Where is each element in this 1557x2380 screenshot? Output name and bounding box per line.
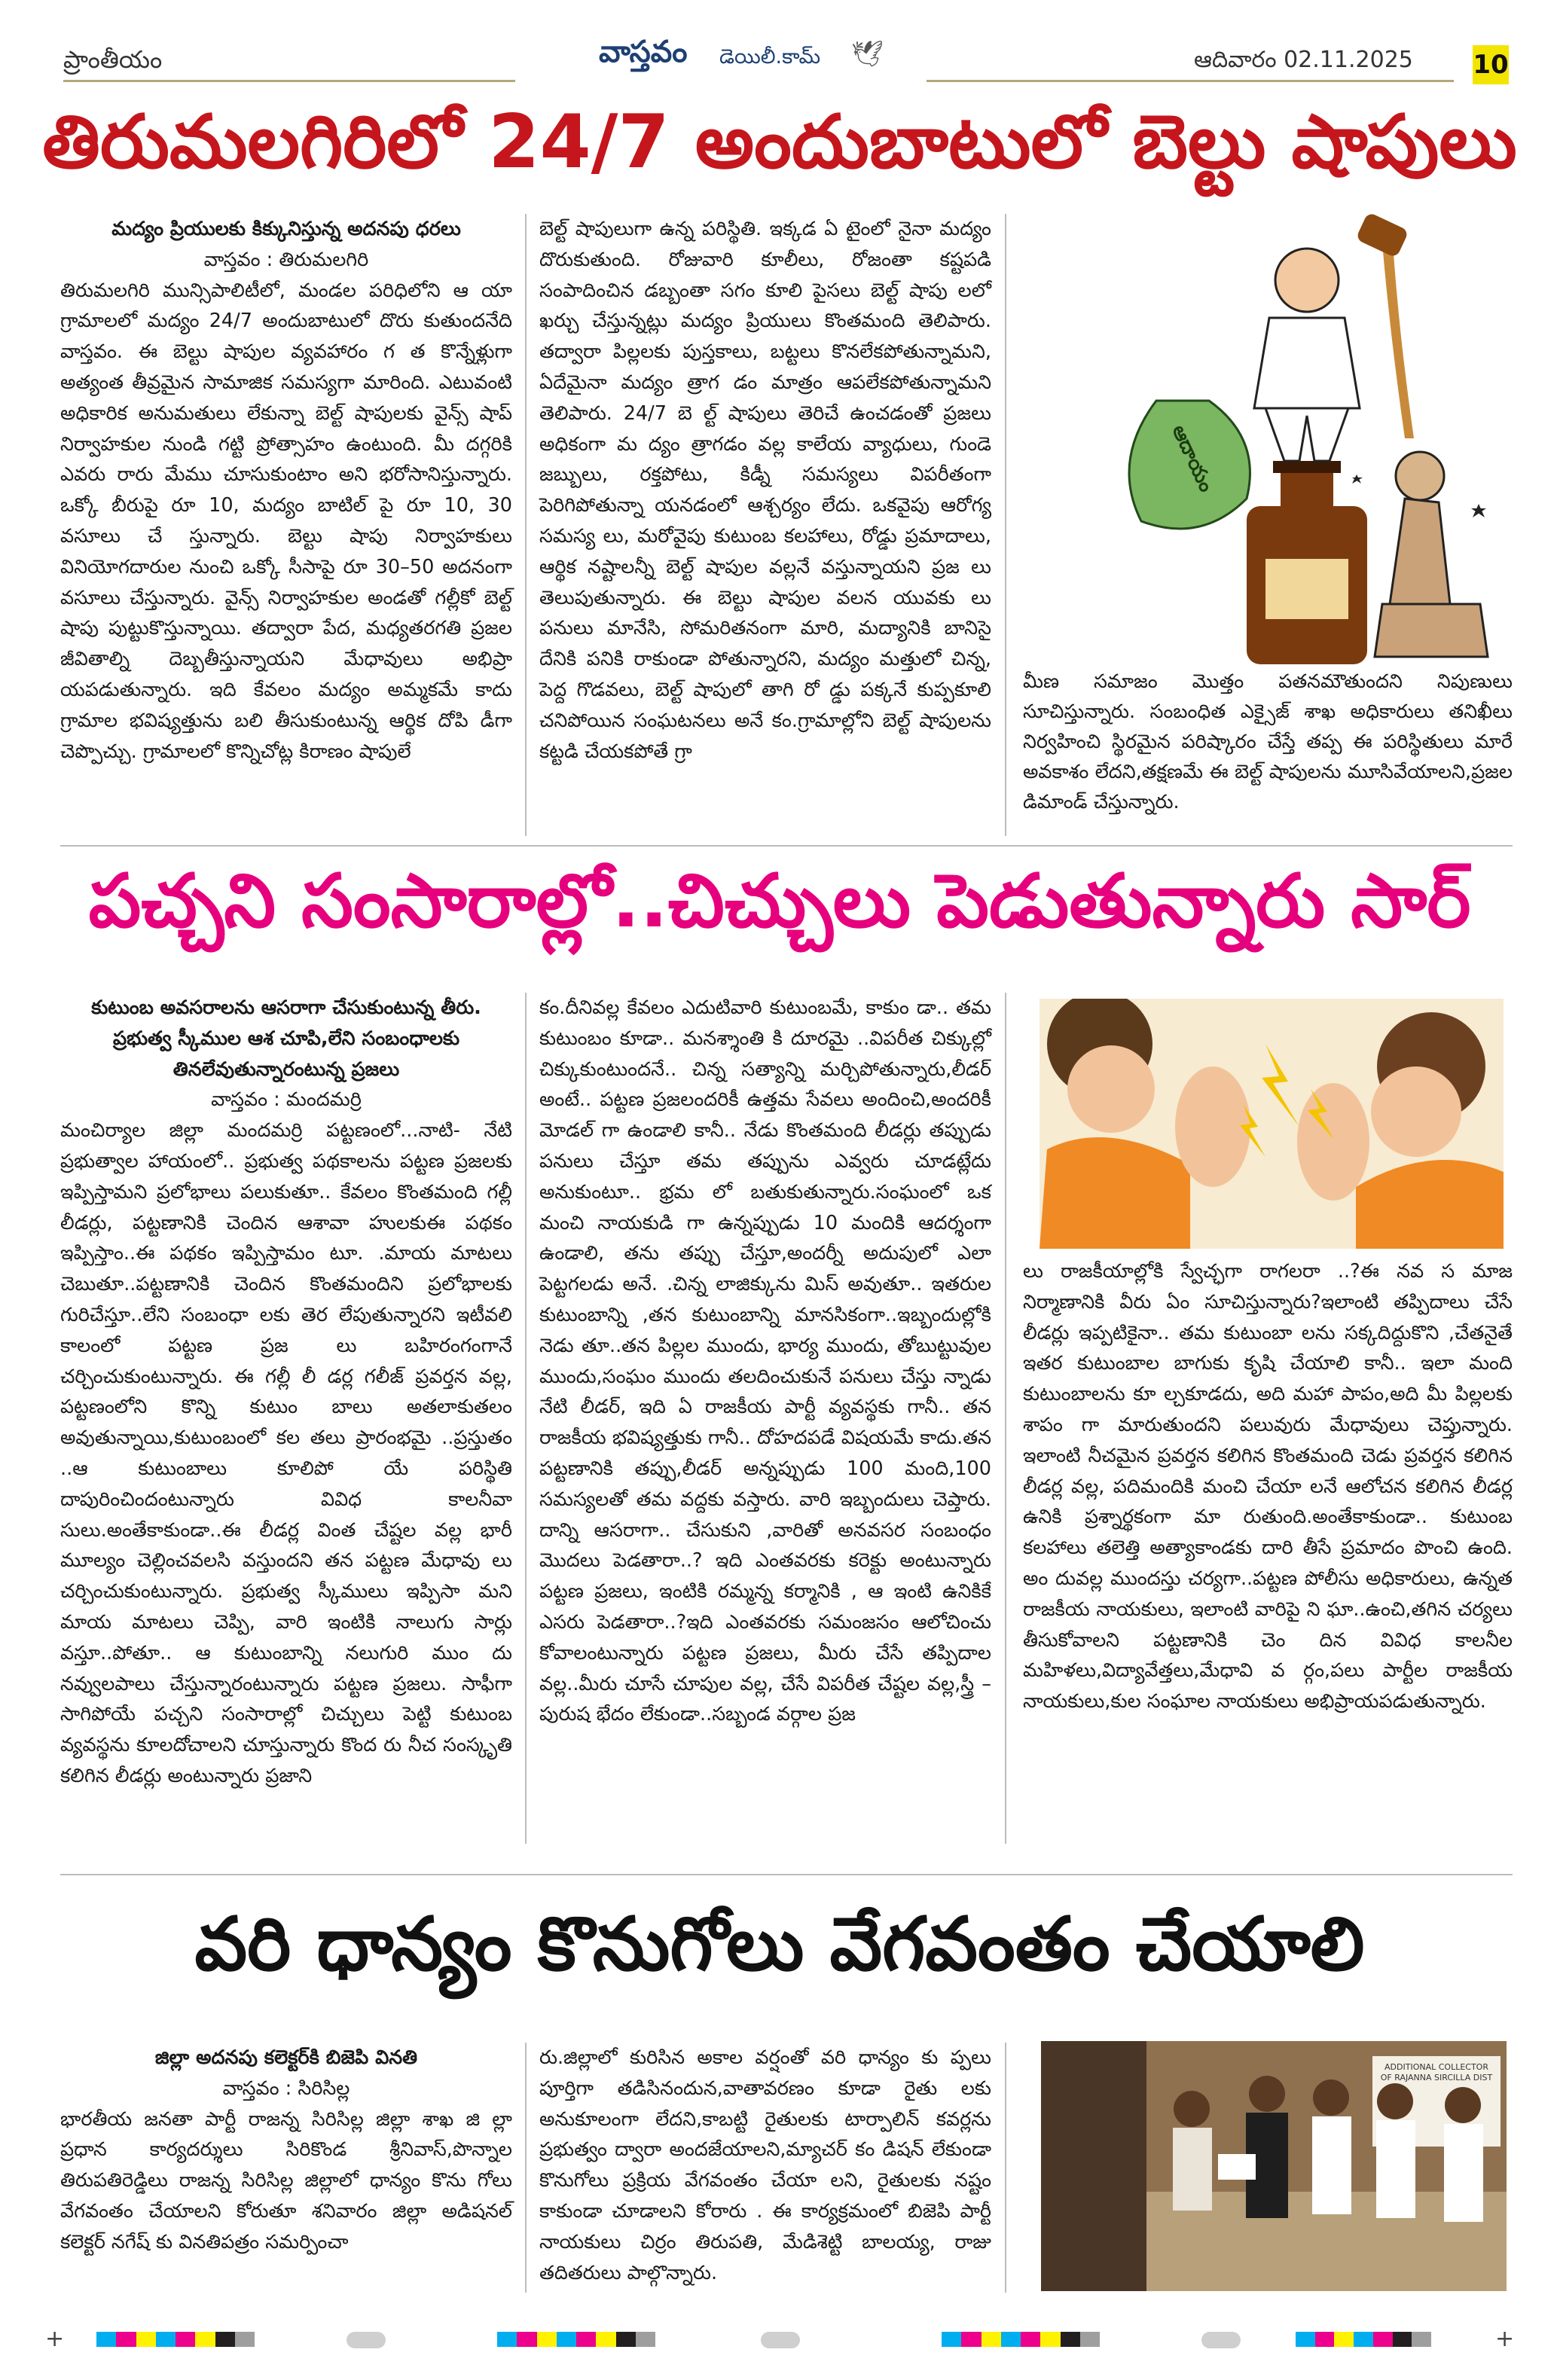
- article2-kicker-1: కుటుంబ అవసరాలను ఆసరాగా చేసుకుంటున్న తీరు.: [91, 996, 481, 1019]
- article2-body-2: కం.దీనివల్ల కేవలం ఎదుటివారి కుటుంబమే, కాకుం డా.. తమ కుటుంబం కూడా.. మనశ్శాంతి కి దూరమై ..విపరీత చిక్కుల్లో చిక్కుకుంటుందనే.. చిన్న సత్యాన్ని మర్చిపోతున్నారు,లీడర్ అంటే.. పట్టణ ప్రజలందరికీ ఉత్తమ సేవలు అందించి,అందరికీ మోడల్ గా ఉండాలి కానీ.. నేడు కొంతమంది లీడర్లు తప్పుడు పనులు చేస్తూ తమ తప్పును ఎవ్వరు చూడట్లేదు అనుకుంటూ.. భ్రమ లో బతుకుతున్నారు.సంఘంలో ఒక మంచి నాయకుడి గా ఉన్నప్పుడు 10 మందికి ఆదర్శంగా ఉండాలి, తను తప్పు చేస్తూ,అందర్నీ అదుపులో ఎలా పెట్టగలడు అనే. .చిన్న లాజిక్కును మిస్ అవుతూ.. ఇతరుల కుటుంబాన్ని ,తన కుటుంబాన్ని మానసికంగా..ఇబ్బందుల్లోకి నెడు తూ..తన పిల్లల ముందు, భార్య ముందు, తోబుట్టువుల ముందు,సంఘం ముందు తలదించుకునే పనులు చేస్తు న్నాడు నేటి లీడర్, ఇది ఏ రాజకీయ పార్టీ వ్యవస్థకు గానీ.. తన రాజకీయ భవిష్యత్తుకు గానీ.. దోహదపడే విషయమే కాదు.తన పట్టణానికి తప్పు,లీడర్ అన్నప్పుడు 100 మంది,100 సమస్యలతో తమ వద్దకు వస్తారు. వారి ఇబ్బందులు చెప్తారు. దాన్ని ఆసరాగా.. చేసుకుని ,వారితో అనవసర సంబంధం మొదలు పెడతారా..? ఇది ఎంతవరకు కరెక్టు అంటున్నారు పట్టణ ప్రజలు, ఇంటికి రమ్మన్న కర్మానికి , ఆ ఇంటి ఉనికికే ఎసరు పెడతారా..?ఇది ఎంతవరకు సమంజసం ఆలోచించు కోవాలంటున్నారు పట్టణ ప్రజలు, మీరు చేసే తప్పిదాల వల్ల..మీరు చూసే చూపుల వల్ల, చేసే విపరీత చేష్టల వల్ల,స్త్రీ –పురుష భేదం లేకుండా..సబ్బండ వర్గాల ప్రజ: [539, 996, 991, 1726]
- print-registration-strip: [0, 2320, 1557, 2365]
- color-bar: [1296, 2332, 1431, 2347]
- argument-drawing: [1040, 999, 1504, 1249]
- cartoon-image: [1028, 212, 1510, 664]
- color-bar: [942, 2332, 1100, 2347]
- article3-body-1: భారతీయ జనతా పార్టీ రాజన్న సిరిసిల్ల జిల్లా శాఖ జి ల్లా ప్రధాన కార్యదర్శులు సిరికొండ శ్రీనివాస్,పొన్నాల తిరుపతిరెడ్డిలు రాజన్న సిరిసిల్ల జిల్లాలో ధాన్యం కొను గోలు వేగవంతం చేయాలని కోరుతూ శనివారం జిల్లా అడిషనల్ కలెక్టర్ నగేష్ కు వినతిపత్రం సమర్పించా: [60, 2107, 512, 2253]
- registration-pill: [1201, 2332, 1241, 2348]
- article1-kicker: మద్యం ప్రియులకు కిక్కునిస్తున్న అదనపు ధరలు: [111, 218, 461, 240]
- column-rule: [1005, 2043, 1006, 2293]
- article3-column-1: [60, 2043, 512, 2258]
- article3-dateline: వాస్తవం : సిరిసిల్ల: [222, 2076, 350, 2100]
- header-rule-right: [927, 80, 1454, 82]
- article1-column-2: [539, 214, 991, 767]
- article1-continuation: మీణ సమాజం మొత్తం పతనమౌతుందని నిపుణులు సూచిస్తున్నారు. సంబంధిత ఎక్సైజ్ శాఖ అధికారులు తనిఖీలు నిర్వహించి స్థిరమైన పరిష్కారం చేస్తే తప్ప ఈ పరిస్థితులు మారే అవకాశం లేదని,తక్షణమే ఈ బెల్ట్ షాపులను మూసివేయాలని,ప్రజల డిమాండ్ చేస్తున్నారు.: [1023, 670, 1513, 813]
- section-label: ప్రాంతీయం: [63, 45, 163, 74]
- section-divider: [60, 1874, 1513, 1875]
- article1-body-2: బెల్ట్ షాపులుగా ఉన్న పరిస్థితి. ఇక్కడ ఏ టైంలో నైనా మద్యం దొరుకుతుంది. రోజువారి కూలీలు, రోజంతా కష్టపడి సంపాదించిన డబ్బంతా సగం కూలి పైసలు బెల్ట్ షాపు లలో ఖర్చు చేస్తున్నట్లు మద్యం ప్రియులు కొంతమంది తెలిపారు. తద్వారా పిల్లలకు పుస్తకాలు, బట్టలు కొనలేకపోతున్నామని, ఏదేమైనా మద్యం త్రాగ డం మాత్రం ఆపలేకపోతున్నామని తెలిపారు. 24/7 బె ల్ట్ షాపులు తెరిచే ఉంచడంతో ప్రజలు అధికంగా మ ద్యం త్రాగడం వల్ల కాలేయ వ్యాధులు, గుండె జబ్బులు, రక్తపోటు, కిడ్నీ సమస్యలు విపరీతంగా పెరిగిపోతున్నా యనడంలో ఆశ్చర్యం లేదు. ఒకవైపు ఆరోగ్య సమస్య లు, మరోవైపు కుటుంబ కలహాలు, రోడ్డు ప్రమాదాలు, ఆర్థిక నష్టాలన్నీ బెల్ట్ షాపుల వల్లనే వస్తున్నాయని ప్రజ లు తెలుపుతున్నారు. ఈ బెల్టు షాపుల వలన యువకు లు పనులు మానేసి, సోమరితనంగా మారి, మద్యానికి బానిసై దేనికి పనికి రాకుండా పోతున్నారని, మద్యం మత్తులో చిన్న, పెద్ద గొడవలు, బెల్ట్ షాపులో తాగి రో డ్డు పక్కనే కుప్పకూలి చనిపోయిన సంఘటనలు అనే కం.గ్రామాల్లోని బెల్ట్ షాపులను కట్టడి చేయకపోతే గ్రా: [539, 218, 991, 763]
- color-bar: [96, 2332, 255, 2347]
- masthead-bird-icon: 🕊: [851, 39, 884, 69]
- column-rule: [1005, 993, 1006, 1844]
- article3-headline: వరి ధాన్యం కొనుగోలు వేగవంతం చేయాలి: [194, 1902, 1365, 1988]
- article3-column-2: [539, 2043, 991, 2288]
- issue-date: ఆదివారం 02.11.2025: [1194, 47, 1413, 73]
- article2-kicker-2: ప్రభుత్వ స్కీముల ఆశ చూపి,లేని సంబంధాలకు: [112, 1027, 460, 1050]
- registration-pill: [761, 2332, 800, 2348]
- section-divider: [60, 845, 1513, 847]
- article2-body-1: మంచిర్యాల జిల్లా మందమర్రి పట్టణంలో...నాటి- నేటి ప్రభుత్వాల హాయంలో.. ప్రభుత్వ పథకాలను పట్టణ ప్రజలకు ఇప్పిస్తామని ప్రలోభాలు పలుకుతూ.. కేవలం కొంతమంది గల్లీ లీడర్లు, పట్టణానికి చెందిన ఆశావా హులకుఈ పథకం ఇప్పిస్తాం..ఈ పథకం ఇప్పిస్తామం టూ. .మాయ మాటలు చెబుతూ..పట్టణానికి చెందిన కొంతమందిని ప్రలోభాలకు గురిచేస్తూ..లేని సంబంధా లకు తెర లేపుతున్నారని ఇటీవలి కాలంలో పట్టణ ప్రజ లు బహిరంగంగానే చర్చించుకుంటున్నారు. ఈ గల్లీ లీ డర్ల గలీజ్ ప్రవర్తన వల్ల, పట్టణంలోని కొన్ని కుటుం బాలు అతలాకుతలం అవుతున్నాయి,కుటుంబంలో కల తలు ప్రారంభమై ..ప్రస్తుతం ..ఆ కుటుంబాలు కూలిపో యే పరిస్థితి దాపురించిందంటున్నారు వివిధ కాలనీవా సులు.అంతేకాకుండా..ఈ లీడర్ల వింత చేష్టల వల్ల భారీ మూల్యం చెల్లించవలసి వస్తుందని తన పట్టణ మేధావు లు చర్చించుకుంటున్నారు. ప్రభుత్వ స్కీములు ఇప్పిసా మని మాయ మాటలు చెప్పి, వారి ఇంటికి నాలుగు సార్లు వస్తూ..పోతూ.. ఆ కుటుంబాన్ని నలుగురి ముం దు నవ్వులపాలు చేస్తున్నారంటున్నారు పట్టణ ప్రజలు. సాఫీగా సాగిపోయే పచ్చని సంసారాల్లో చిచ్చులు పెట్టి కుటుంబ వ్యవస్థను కూలదోచాలని చూస్తున్నారు కొంద రు నీచ సంస్కృతి కలిగిన లీడర్లు అంటున్నారు ప్రజాని: [60, 1119, 512, 1787]
- article1-dateline: వాస్తవం : తిరుమలగిరి: [203, 248, 369, 271]
- registration-mark-icon: +: [45, 2326, 65, 2352]
- argument-illustration: [1040, 999, 1504, 1249]
- header-rule-left: [63, 80, 515, 82]
- article2-column-2: [539, 993, 991, 1730]
- article2-kicker-3: తినలేవుతున్నారంటున్న ప్రజలు: [172, 1057, 400, 1081]
- registration-mark-icon: +: [1495, 2326, 1515, 2352]
- article2-dateline: వాస్తవం : మందమర్రి: [211, 1088, 362, 1112]
- cartoon-bag-label: ఆదాయం: [1167, 421, 1218, 496]
- article1-headline: తిరుమలగిరిలో 24/7 అందుబాటులో బెల్టు షాపులు: [42, 99, 1517, 185]
- color-bar: [497, 2332, 655, 2347]
- page-number-badge: 10: [1473, 45, 1509, 84]
- article2-headline: పచ్చని సంసారాల్లో..చిచ్చులు పెడుతున్నారు సార్: [88, 859, 1471, 944]
- cartoon-drawing: [1028, 212, 1510, 664]
- photo-nameboard: ADDITIONAL COLLECTOR OF RAJANNA SIRCILLA DIST: [1380, 2062, 1493, 2082]
- column-rule: [525, 214, 527, 836]
- article1-column-1: [60, 214, 512, 767]
- column-rule: [525, 993, 527, 1844]
- article2-column-1: [60, 993, 512, 1792]
- article3-body-2: రు.జిల్లాలో కురిసిన అకాల వర్షంతో వరి ధాన్యం కు ప్పలు పూర్తిగా తడిసినందున,వాతావరణం కూడా రైతు లకు అనుకూలంగా లేదని,కాబట్టి రైతులకు టార్పాలిన్ కవర్లను ప్రభుత్వం ద్వారా అందజేయాలని,మ్యాచర్ కం డిషన్ లేకుండా కొనుగోలు ప్రక్రియ వేగవంతం చేయా లని, రైతులకు నష్టం కాకుండా చూడాలని కోరారు . ఈ కార్యక్రమంలో బిజెపి పార్టీ నాయకులు చిర్రం తిరుపతి, మేడిశెట్టి బాలయ్య, రాజు తదితరులు పాల్గొన్నారు.: [539, 2046, 991, 2284]
- article3-kicker: జిల్లా అదనపు కలెక్టర్‌కి బిజెపి వినతి: [154, 2046, 418, 2069]
- masthead-title: వాస్తవం: [599, 35, 688, 69]
- article2-column-3: లు రాజకీయాల్లోకి స్వేచ్ఛగా రాగలరా ..?ఈ నవ స మాజ నిర్మాణానికి వీరు ఏం సూచిస్తున్నారు?ఇలాంటి తప్పిదాలు చేసే లీడర్లు ఇప్పటికైనా.. తమ కుటుంబా లను సక్కదిద్దుకొని ,చేతనైతే ఇతర కుటుంబాల బాగుకు కృషి చేయాలి కానీ.. ఇలా మంది కుటుంబాలను కూ ల్చకూడదు, అది మహా పాపం,అది మీ పిల్లలకు శాపం గా మారుతుందని పలువురు మేధావులు చెప్తున్నారు. ఇలాంటి నీచమైన ప్రవర్తన కలిగిన కొంతమంది చెడు ప్రవర్తన కలిగిన లీడర్ల వల్ల, పదిమందికి మంచి చేయా లనే ఆలోచన కలిగిన లీడర్ల ఉనికి ప్రశ్నార్థకంగా మా రుతుంది.అంతేకాకుండా.. కుటుంబ కలహాలు తలెత్తి అత్యాకాండకు దారి తీసే ప్రమాదం పొంచి ఉంది. అం దువల్ల ముందస్తు చర్యగా..పట్టణ పోలీసు అధికారులు, ఉన్నత రాజకీయ నాయకులు, ఇలాంటి వారిపై ని ఘా..ఉంచి,తగిన చర్యలు తీసుకోవాలని పట్టణానికి చెం దిన వివిధ కాలనీల మహిళలు,విద్యావేత్తలు,మేధావి వ ర్గం,పలు పార్టీల రాజకీయ నాయకులు,కుల సంఘాల నాయకులు అభిప్రాయపడుతున్నారు.: [1023, 1260, 1513, 1713]
- article1-body-1: తిరుమలగిరి మున్సిపాలిటీలో, మండల పరిధిలోని ఆ యా గ్రామాలలో మద్యం 24/7 అందుబాటులో దొరు కుతుందనేది వాస్తవం. ఈ బెల్టు షాపుల వ్యవహారం గ త కొన్నేళ్లుగా అత్యంత తీవ్రమైన సామాజిక సమస్యగా మారింది. ఎటువంటి అధికారిక అనుమతులు లేకున్నా బెల్ట్ షాపులకు వైన్స్ షాప్ నిర్వాహకుల నుండి గట్టి ప్రోత్సాహం ఉంటుంది. మీ దగ్గరికి ఎవరు రారు మేము చూసుకుంటాం అని భరోసానిస్తున్నారు. ఒక్కో బీరుపై రూ 10, మద్యం బాటిల్ పై రూ 10, 30 వసూలు చే స్తున్నారు. బెల్టు షాపు నిర్వాహకులు వినియోగదారుల నుంచి ఒక్కో సీసాపై రూ 30–50 అదనంగా వసూలు చేస్తున్నారు. వైన్స్ నిర్వాహకుల అండతో గల్లీకో బెల్ట్ షాపు పుట్టుకొస్తున్నాయి. తద్వారా పేద, మధ్యతరగతి ప్రజల జీవితాల్ని దెబ్బతీస్తున్నాయని మేధావులు అభిప్రా యపడుతున్నారు. ఇది కేవలం మద్యం అమ్మకమే కాదు గ్రామాల భవిష్యత్తును బలి తీసుకుంటున్న ఆర్థిక దోపి డీగా చెప్పొచ్చు. గ్రామాలలో కొన్నిచోట్ల కిరాణం షాపులే: [60, 279, 512, 763]
- registration-pill: [347, 2332, 386, 2348]
- column-rule: [525, 2043, 527, 2293]
- column-rule: [1005, 214, 1006, 836]
- news-photo: [1041, 2041, 1507, 2291]
- masthead-subtitle: డెయిలీ.కామ్: [719, 45, 821, 69]
